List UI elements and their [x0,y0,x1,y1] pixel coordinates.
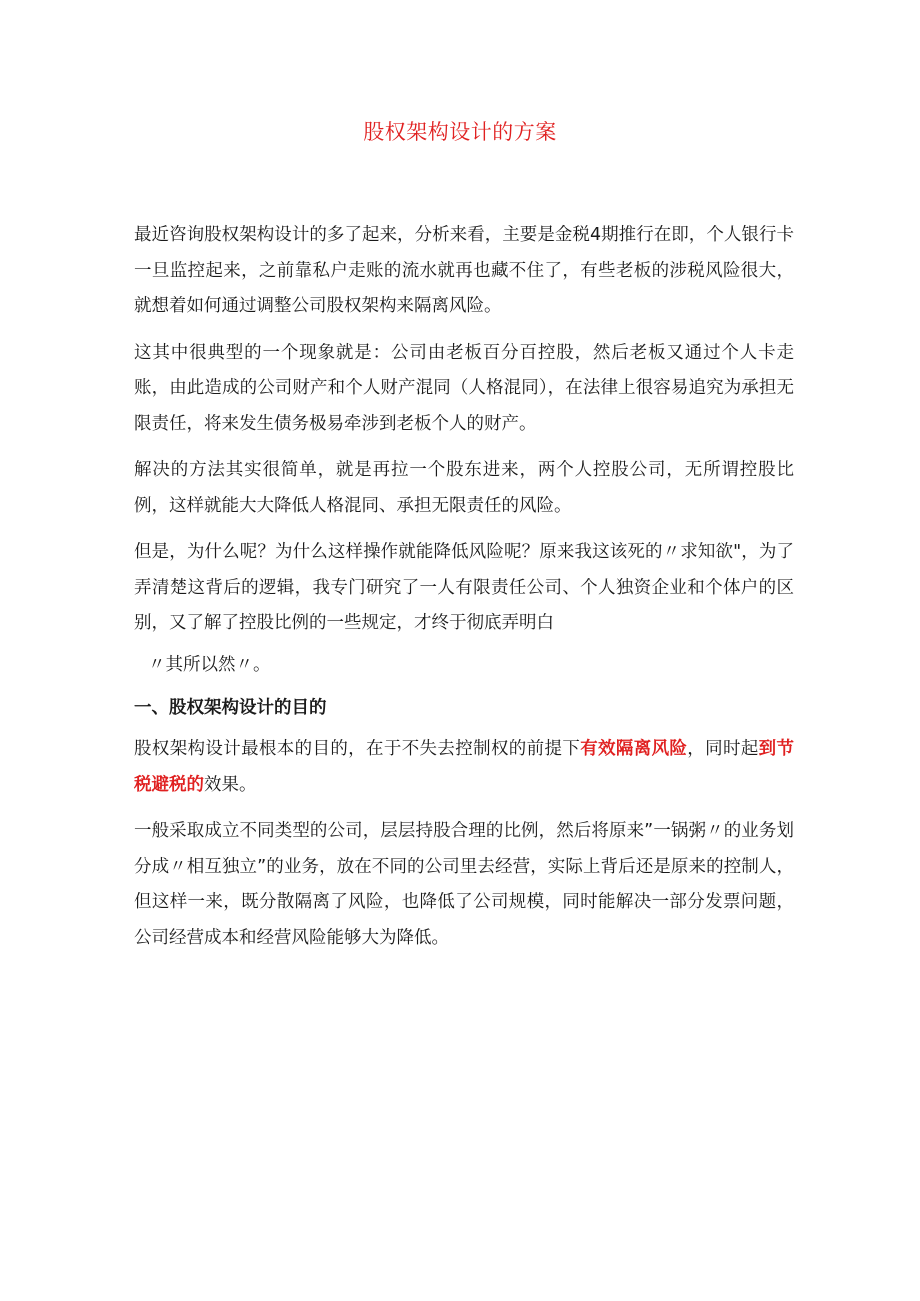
paragraph-question-end: 〃其所以然〃。 [148,654,271,675]
paragraph-purpose [134,732,794,803]
paragraph-question: 但是，为什么呢？为什么这样操作就能降低风险呢？原来我这该死的〃求知欲"，为了弄清楚这背后的逻辑，我专门研究了一人有限责任公司、个人独资企业和个体户的区别，又了解了控股比例的一些规定，才终于彻底弄明白 [134,542,794,633]
paragraph-intro: 最近咨询股权架构设计的多了起来，分析来看，主要是金税4期推行在即，个人银行卡一旦监控起来，之前靠私户走账的流水就再也藏不住了，有些老板的涉税风险很大，就想着如何通过调整公司股权架构来隔离风险。 [134,225,794,316]
purpose-text-2: ，同时起 [687,739,759,759]
purpose-text-1: 股权架构设计最根本的目的，在于不失去控制权的前提下 [134,739,581,759]
paragraph-phenomenon: 这其中很典型的一个现象就是：公司由老板百分百控股，然后老板又通过个人卡走账，由此造成的公司财产和个人财产混同（人格混同），在法律上很容易追究为承担无限责任，将来发生债务极易牵涉到老板个人的财产。 [134,342,794,434]
paragraph-method: 一般采取成立不同类型的公司，层层持股合理的比例，然后将原来”一锅粥〃的业务划分成〃相互独立”的业务，放在不同的公司里去经营，实际上背后还是原来的控制人，但这样一来，既分散隔离了风险，也降低了公司规模，同时能解决一部分发票问题，公司经营成本和经营风险能够大为降低。 [134,821,794,948]
section-heading-purpose: 一、股权架构设计的目的 [134,698,327,718]
purpose-text-3: 效果。 [204,774,257,795]
document-title: 股权架构设计的方案 [363,120,557,144]
highlight-isolate-risk: 有效隔离风险 [580,739,688,759]
paragraph-solution: 解决的方法其实很简单，就是再拉一个股东进来，两个人控股公司，无所谓控股比例，这样就能大大降低人格混同、承担无限责任的风险。 [134,460,794,516]
document-body [134,218,794,967]
highlight-tax-saving: 到节税避税的 [134,739,795,795]
